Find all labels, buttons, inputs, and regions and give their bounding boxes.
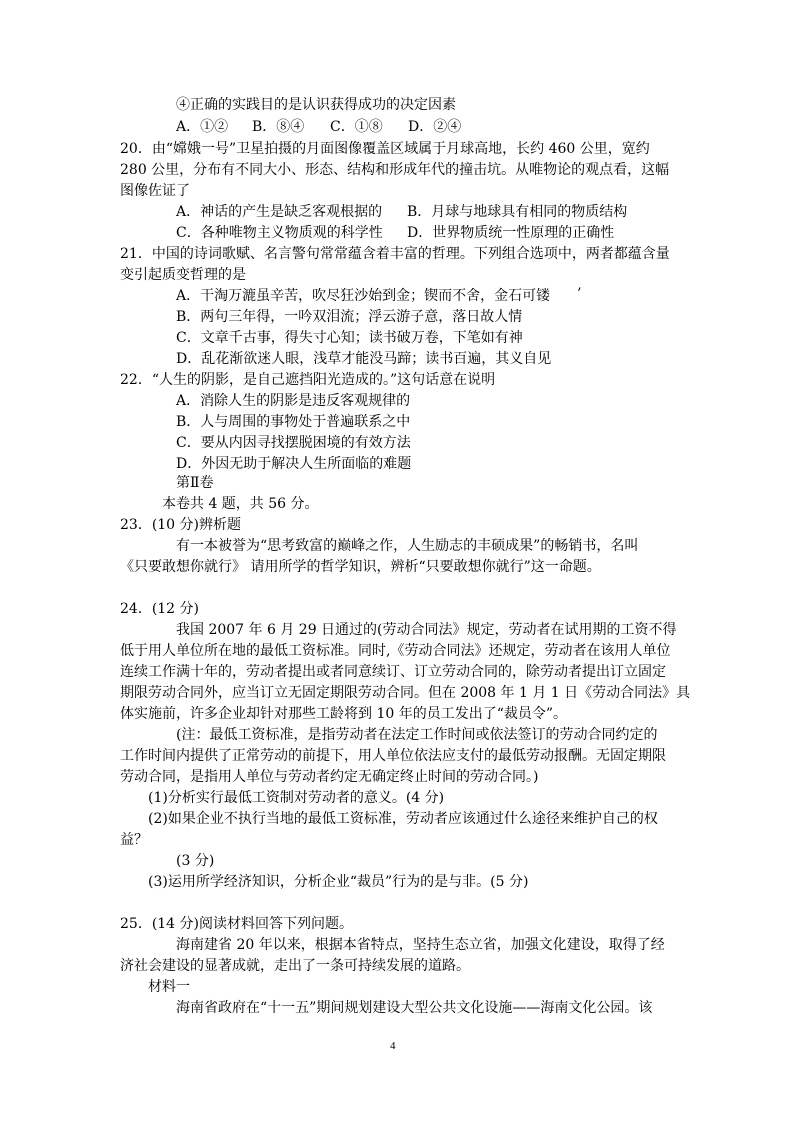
q22-option-c: C．要从内因寻找摆脱困境的有效方法 bbox=[176, 435, 411, 451]
q20-option-c: C．各种唯物主义物质观的科学性 bbox=[176, 225, 383, 241]
q21-stem-line-2: 变引起质变哲理的是 bbox=[120, 267, 246, 283]
q20-stem-line-3: 图像佐证了 bbox=[120, 183, 190, 199]
page-number: 4 bbox=[390, 1040, 396, 1052]
q25-intro-line-2: 济社会建设的显著成就，走出了一条可持续发展的道路。 bbox=[120, 958, 470, 974]
q20-stem-line-2: 280 公里，分布有不同大小、形态、结构和形成年代的撞击坑。从唯物论的观点看，这幅 bbox=[120, 162, 670, 178]
q24-para-line-5: 体实施前，许多企业却针对那些工龄将到 10 年的员工发出了“裁员令”。 bbox=[120, 706, 568, 722]
q25-material-1-label: 材料一 bbox=[148, 979, 190, 995]
q22-stem: 22．“人生的阴影，是自己遮挡阳光造成的。”这句话意在说明 bbox=[120, 372, 496, 388]
q24-note-line-1: (注：最低工资标准，是指劳动者在法定工作时间或依法签订的劳动合同约定的 bbox=[176, 727, 658, 743]
q24-para-line-2: 低于用人单位所在地的最低工资标准。同时,《劳动合同法》还规定，劳动者在该用人单位 bbox=[120, 643, 671, 659]
q24-subquestion-2-cont: 益？ bbox=[120, 832, 148, 848]
q23-body-line-2: 《只要敢想你就行》 请用所学的哲学知识，辨析“只要敢想你就行”这一命题。 bbox=[120, 559, 601, 575]
q25-intro-line-1: 海南建省 20 年以来，根据本省特点，坚持生态立省，加强文化建设，取得了经 bbox=[176, 937, 665, 953]
q22-option-b: B．人与周围的事物处于普遍联系之中 bbox=[176, 414, 411, 430]
q19-option-d: D．②④ bbox=[408, 119, 462, 135]
q22-option-d: D．外因无助于解决人生所面临的难题 bbox=[176, 456, 412, 472]
q19-option-b: B．⑧④ bbox=[252, 119, 305, 135]
q21-option-c: C．文章千古事，得失寸心知；读书破万卷，下笔如有神 bbox=[176, 330, 523, 346]
q24-subquestion-2-score: (3 分) bbox=[176, 853, 215, 869]
q24-subquestion-1: (1)分析实行最低工资制对劳动者的意义。(4 分) bbox=[148, 790, 445, 806]
q19-option-c: C．①⑧ bbox=[330, 119, 383, 135]
q24-note-line-2: 工作时间内提供了正常劳动的前提下，用人单位依法应支付的最低劳动报酬。无固定期限 bbox=[120, 748, 666, 764]
q19-item-4: ④正确的实践目的是认识获得成功的决定因素 bbox=[176, 97, 456, 113]
q19-options bbox=[176, 117, 461, 137]
q23-heading: 23．(10 分)辨析题 bbox=[120, 517, 242, 533]
q24-para-line-1: 我国 2007 年 6 月 29 日通过的(劳动合同法》规定，劳动者在试用期的工资不得 bbox=[176, 622, 677, 638]
q24-heading: 24．(12 分) bbox=[120, 601, 200, 617]
q20-option-d: D．世界物质统一性原理的正确性 bbox=[407, 225, 615, 241]
q21-stem-line-1: 21．中国的诗词歌赋、名言警句常常蕴含着丰富的哲理。下列组合选项中，两者都蕴含量 bbox=[120, 246, 670, 262]
q23-body-line-1: 有一本被誉为“思考致富的巅峰之作，人生励志的丰硕成果”的畅销书，名叫 bbox=[176, 538, 639, 554]
q20-option-b: B．月球与地球具有相同的物质结构 bbox=[407, 204, 628, 220]
q21-option-d: D．乱花渐欲迷人眼，浅草才能没马蹄；读书百遍，其义自见 bbox=[176, 351, 552, 367]
q20-option-a: A．神话的产生是缺乏客观根据的 bbox=[176, 204, 383, 220]
q25-heading: 25．(14 分)阅读材料回答下列问题。 bbox=[120, 916, 354, 932]
q24-subquestion-3: (3)运用所学经济知识，分析企业“裁员”行为的是与非。(5 分) bbox=[148, 874, 529, 890]
part-ii-title: 第Ⅱ卷 bbox=[176, 475, 214, 491]
q21-option-a-stray-mark: ’ bbox=[577, 286, 582, 302]
q24-note-line-3: 劳动合同，是指用人单位与劳动者约定无确定终止时间的劳动合同。) bbox=[120, 769, 539, 785]
q19-option-a: A．①② bbox=[176, 119, 229, 135]
q21-option-b: B．两句三年得，一吟双泪流；浮云游子意，落日故人情 bbox=[176, 309, 523, 325]
q20-stem-line-1: 20．由“嫦娥一号”卫星拍摄的月面图像覆盖区域属于月球高地，长约 460 公里，宽约 bbox=[120, 141, 650, 157]
q22-option-a: A．消除人生的阴影是违反客观规律的 bbox=[176, 393, 411, 409]
q25-material-1-line-1: 海南省政府在“十一五”期间规划建设大型公共文化设施——海南文化公园。该 bbox=[176, 1000, 653, 1016]
q21-option-a: A．干淘万漉虽辛苦，吹尽狂沙始到金；锲而不舍，金石可镂 bbox=[176, 288, 551, 304]
q24-para-line-3: 连续工作满十年的，劳动者提出或者同意续订、订立劳动合同的，除劳动者提出订立固定 bbox=[120, 664, 666, 680]
q24-para-line-4: 期限劳动合同外，应当订立无固定期限劳动合同。但在 2008 年 1 月 1 日《劳动合同法》具 bbox=[120, 685, 691, 701]
q24-subquestion-2: (2)如果企业不执行当地的最低工资标准，劳动者应该通过什么途径来维护自己的权 bbox=[148, 811, 658, 827]
part-ii-note: 本卷共 4 题，共 56 分。 bbox=[162, 496, 319, 512]
